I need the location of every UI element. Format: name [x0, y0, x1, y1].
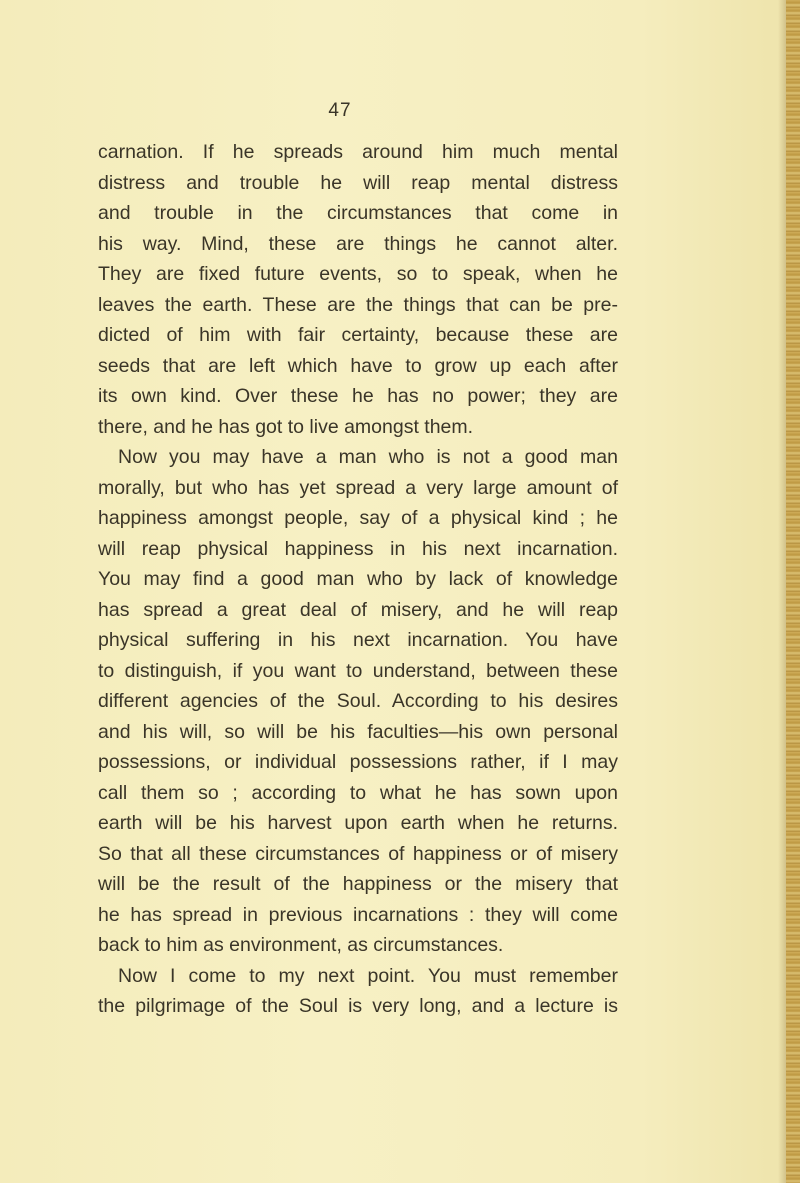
text-line: earth will be his harvest upon earth when he returns.	[98, 812, 618, 834]
text-line: seeds that are left which have to grow up each after	[98, 354, 618, 377]
text-line: will reap physical happiness in his next incarnation.	[98, 537, 618, 560]
text-line: call them so ; according to what he has sown upon	[98, 781, 618, 804]
text-line: carnation. If he spreads around him much mental	[98, 141, 618, 163]
text-line: there, and he has got to live amongst them.	[98, 415, 474, 438]
text-line: distress and trouble he will reap mental distress	[98, 171, 618, 194]
text-line: has spread a great deal of misery, and he will reap	[98, 598, 618, 621]
text-line: possessions, or individual possessions rather, if I may	[98, 751, 618, 773]
body-text	[98, 137, 618, 1022]
text-line: will be the result of the happiness or the misery that	[98, 873, 618, 895]
text-line: So that all these circumstances of happiness or of misery	[98, 842, 618, 865]
page-number: 47	[328, 100, 352, 121]
text-line: dicted of him with fair certainty, because these are	[98, 324, 618, 346]
page-edge	[786, 0, 800, 1183]
text-line: he has spread in previous incarnations : they will come	[98, 903, 618, 926]
text-line: its own kind. Over these he has no power; they are	[98, 385, 618, 407]
text-line: You may find a good man who by lack of knowledge	[98, 568, 618, 590]
text-line: happiness amongst people, say of a physical kind ; he	[98, 507, 618, 529]
text-line: Now you may have a man who is not a good man	[118, 446, 618, 468]
page-edge-shadow	[778, 0, 786, 1183]
text-line: back to him as environment, as circumstances.	[98, 934, 504, 956]
text-line: and trouble in the circumstances that come in	[98, 202, 618, 224]
text-line: morally, but who has yet spread a very large amount of	[98, 476, 618, 499]
text-line: to distinguish, if you want to understand, between these	[98, 659, 618, 682]
text-line: different agencies of the Soul. According to his desires	[98, 690, 618, 712]
text-line: leaves the earth. These are the things that can be pre-	[98, 293, 618, 316]
text-line: his way. Mind, these are things he cannot alter.	[98, 232, 618, 255]
text-line: and his will, so will be his faculties—his own personal	[98, 720, 618, 743]
text-line: Now I come to my next point. You must remember	[118, 964, 618, 987]
text-line: physical suffering in his next incarnation. You have	[98, 629, 618, 651]
text-line: the pilgrimage of the Soul is very long, and a lecture is	[98, 995, 618, 1017]
text-line: They are fixed future events, so to speak, when he	[98, 263, 618, 285]
